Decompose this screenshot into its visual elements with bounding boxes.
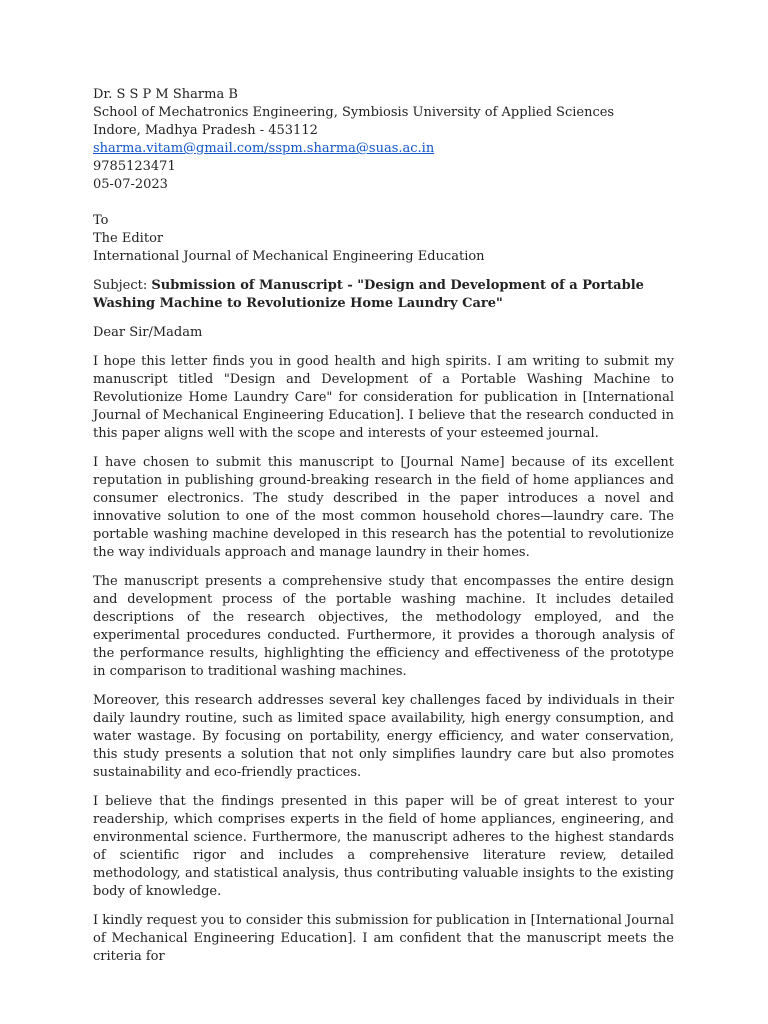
sender-block <box>93 86 674 194</box>
paragraph-3: The manuscript presents a comprehensive study that encompasses the entire design and development process of the portable washing machine. It includes detailed descriptions of the research objectives, the methodology employed, and the experimental procedures conducted. Furthermore, it provides a thorough analysis of the performance results, highlighting the efficiency and effectiveness of the prototype in comparison to traditional washing machines. <box>93 574 674 679</box>
paragraph-6: I kindly request you to consider this submission for publication in [International Journal of Mechanical Engineering Education]. I am confident that the manuscript meets the criteria for <box>93 913 674 964</box>
letter-body <box>93 86 674 966</box>
recipient-title: The Editor <box>93 231 164 246</box>
recipient-journal: International Journal of Mechanical Engineering Education <box>93 249 485 264</box>
paragraph-5: I believe that the findings presented in this paper will be of great interest to your readership, which comprises experts in the field of home appliances, engineering, and environmental science. Furthermore, the manuscript adheres to the highest standards of scientific rigor and includes a comprehensive literature review, detailed methodology, and statistical analysis, thus contributing valuable insights to the existing body of knowledge. <box>93 794 674 899</box>
paragraph-4: Moreover, this research addresses several key challenges faced by individuals in their daily laundry routine, such as limited space availability, high energy consumption, and water wastage. By focusing on portability, energy efficiency, and water conservation, this study presents a solution that not only simplifies laundry care but also promotes sustainability and eco-friendly practices. <box>93 693 674 780</box>
subject-label: Subject: <box>93 278 148 293</box>
recipient-block <box>93 212 674 266</box>
letter-date: 05-07-2023 <box>93 177 168 192</box>
salutation: Dear Sir/Madam <box>93 325 203 340</box>
sender-affiliation: School of Mechatronics Engineering, Symbiosis University of Applied Sciences <box>93 105 615 120</box>
subject-line <box>93 277 674 313</box>
sender-email-link[interactable]: sharma.vitam@gmail.com/sspm.sharma@suas.ac.in <box>93 141 435 156</box>
subject-text: Submission of Manuscript - "Design and Development of a Portable Washing Machine to Revolutionize Home Laundry Care" <box>93 278 644 311</box>
sender-address: Indore, Madhya Pradesh - 453112 <box>93 123 318 138</box>
paragraph-1: I hope this letter finds you in good health and high spirits. I am writing to submit my manuscript titled "Design and Development of a Portable Washing Machine to Revolutionize Home Laundry Care" for consideration for publication in [International Journal of Mechanical Engineering Education]. I believe that the research conducted in this paper aligns well with the scope and interests of your esteemed journal. <box>93 354 674 441</box>
sender-name: Dr. S S P M Sharma B <box>93 87 238 102</box>
sender-phone: 9785123471 <box>93 159 176 174</box>
paragraph-2: I have chosen to submit this manuscript to [Journal Name] because of its excellent reputation in publishing ground-breaking research in the field of home appliances and consumer electronics. The study described in the paper introduces a novel and innovative solution to one of the most common household chores—laundry care. The portable washing machine developed in this research has the potential to revolutionize the way individuals approach and manage laundry in their homes. <box>93 455 674 560</box>
recipient-to: To <box>93 213 109 228</box>
